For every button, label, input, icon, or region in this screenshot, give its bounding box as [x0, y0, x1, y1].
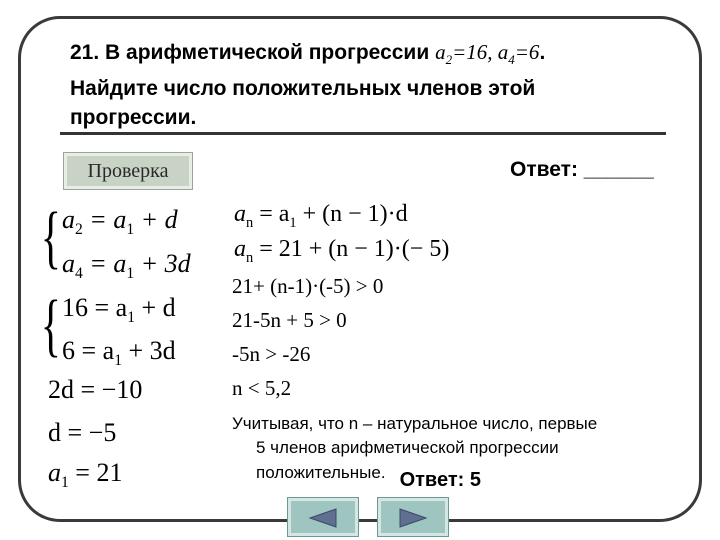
conclusion-note: Учитывая, что n – натуральное число, первые 5 членов арифметической прогрессии положительные. Ответ: 5: [232, 414, 598, 491]
inequality-2: 21-5n + 5 > 0: [232, 308, 347, 332]
nav-prev-button[interactable]: [288, 498, 358, 536]
title-divider: [60, 132, 666, 135]
step-2d: 2d = −10: [48, 375, 143, 404]
system2-row2: $6 = a_1 + 3d$: [62, 336, 176, 370]
answer-blank: Ответ: ______: [510, 158, 654, 181]
formula-general: $a_n = a_1 + (n - 1)\cdot d$: [234, 201, 408, 231]
triangle-left-icon: [306, 507, 340, 529]
triangle-right-icon: [396, 507, 430, 529]
brace-system-2: {: [40, 287, 61, 364]
check-button[interactable]: Проверка: [64, 153, 192, 189]
step-a1: $a_1 = 21$: [48, 458, 123, 492]
formula-substituted: $a_n = 21 + (n - 1)\cdot(- 5)$: [234, 236, 450, 266]
final-answer: Ответ: 5: [399, 469, 481, 491]
inequality-1: 21+ (n-1)·(-5) > 0: [232, 274, 384, 298]
system2-row1: $16 = a_1 + d$: [62, 293, 176, 327]
nav-next-button[interactable]: [378, 498, 448, 536]
inequality-3: -5n > -26: [232, 342, 311, 366]
problem-title: 21. В арифметической прогрессии $a_2=16$, $a_4=6$. Найдите число положительных членов этой прогрессии.: [70, 40, 546, 130]
step-d: d = −5: [48, 418, 117, 447]
system1-row1: $a_2 = a_1 + d$: [62, 205, 178, 239]
brace-system-1: {: [40, 199, 61, 276]
inequality-4: n < 5,2: [232, 376, 292, 400]
system1-row2: $a_4 = a_1 + 3d$: [62, 249, 191, 283]
